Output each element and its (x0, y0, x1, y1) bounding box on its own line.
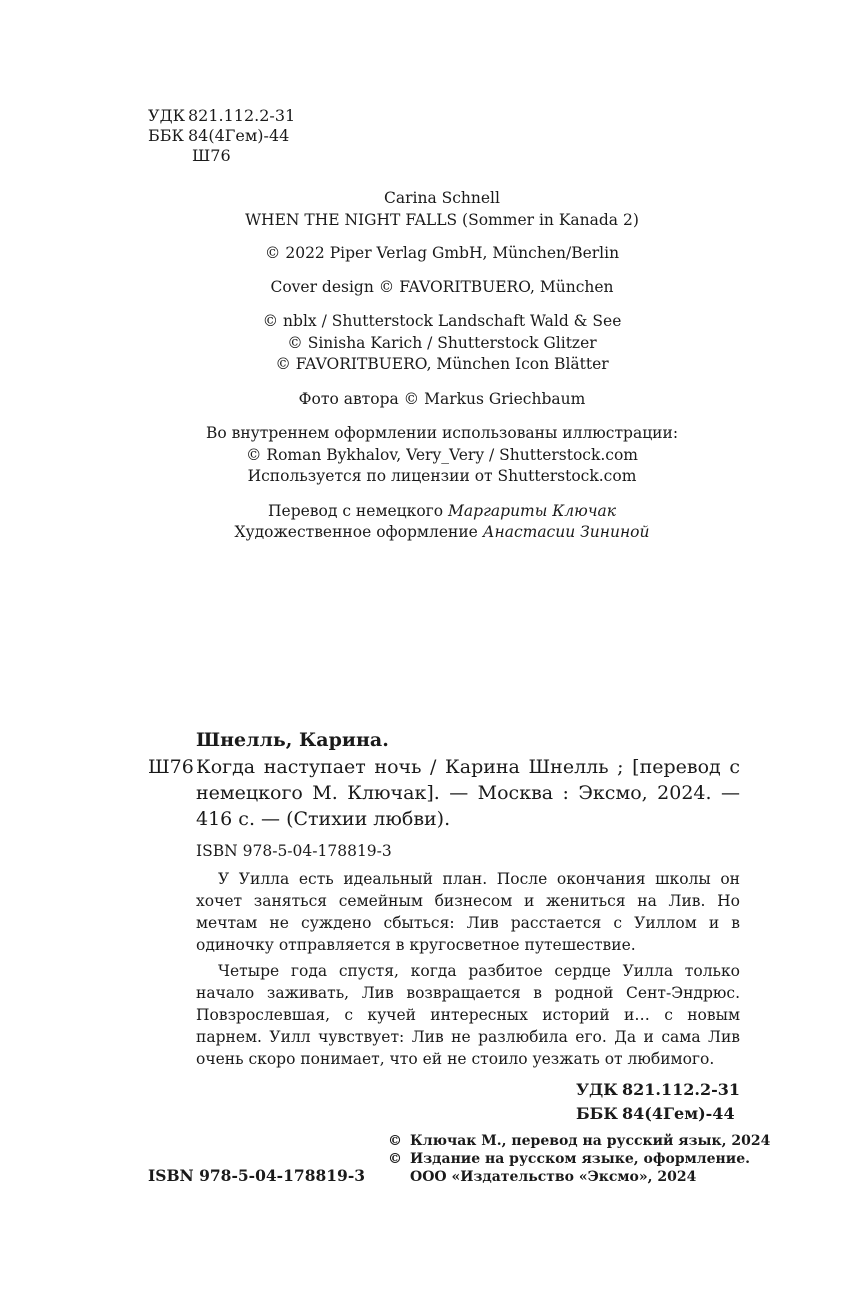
catalog-udk: УДК 821.112.2-31 (576, 1080, 740, 1099)
catalog-author-heading: Шнелль, Карина. (196, 729, 389, 751)
cover-design: Cover design © FAVORITBUERO, München (270, 277, 614, 296)
author-photo-credit: Фото автора © Markus Griechbaum (298, 389, 586, 408)
original-author: Carina Schnell (384, 189, 500, 207)
catalog-author-mark: Ш76 (148, 756, 194, 778)
illustration-credits (140, 423, 744, 488)
art-design-line: Художественное оформление Анастасии Зининой (234, 523, 650, 541)
translation-credits (140, 501, 744, 544)
bbk-line: ББК 84(4Гем)-44 (148, 126, 290, 145)
udk-line: УДК 821.112.2-31 (148, 106, 296, 125)
copyright-symbol: © (388, 1151, 402, 1167)
annotation-paragraph: Четыре года спустя, когда разбитое сердце Уилла только начало заживать, Лив возвращается в родной Сент-Эндрюс. Повзрослевшая, с кучей интересных историй и… с новым парнем. Уилл чувствует: Лив не разлюбила его. Да и сама Лив очень скоро понимает, что ей не стоило уезжать от любимого. (196, 962, 740, 1068)
edition-copyright-publisher: ООО «Издательство «Эксмо», 2024 (410, 1169, 697, 1185)
image-credits (140, 311, 744, 376)
annotation (148, 868, 740, 1070)
translation-copyright: © Ключак М., перевод на русский язык, 2024 (388, 1133, 771, 1149)
edition-copyright: © Издание на русском языке, оформление. (388, 1151, 750, 1167)
image-credit: © FAVORITBUERO, München Icon Blätter (275, 355, 609, 373)
credits-block (140, 188, 744, 556)
catalog-description-text: Когда наступает ночь / Карина Шнелль ; [перевод с немецкого М. Ключак]. — Москва : Эксмо, 2024. — 416 с. — (Стихии любви). (196, 756, 740, 830)
publisher-copyright: © 2022 Piper Verlag GmbH, München/Berlin (264, 244, 620, 262)
original-title-group (140, 188, 744, 231)
original-title: WHEN THE NIGHT FALLS (Sommer in Kanada 2) (245, 210, 639, 229)
footer-isbn: ISBN 978-5-04-178819-3 (148, 1166, 366, 1185)
catalog-codes (576, 1078, 740, 1126)
image-credit: © nblx / Shutterstock Landschaft Wald & See (262, 312, 622, 330)
illustration-line: Во внутреннем оформлении использованы иллюстрации: (205, 424, 679, 442)
illustration-line: Используется по лицензии от Shutterstock.com (247, 467, 637, 485)
catalog-card (148, 726, 740, 1126)
copyright-block (388, 1132, 770, 1186)
catalog-bbk: ББК 84(4Гем)-44 (576, 1104, 735, 1123)
author-mark: Ш76 (192, 146, 231, 165)
classification-top (148, 106, 295, 166)
translator-line: Перевод с немецкого Маргариты Ключак (268, 501, 616, 520)
catalog-description (148, 754, 740, 832)
illustration-line: © Roman Bykhalov, Very_Very / Shutterstock.com (246, 445, 638, 464)
annotation-paragraph: У Уилла есть идеальный план. После окончания школы он хочет заняться семейным бизнесом и жениться на Лив. Но мечтам не суждено сбыться: Лив расстается с Уиллом и в одиночку отправляется в кругосветное путешествие. (196, 870, 740, 954)
image-credit: © Sinisha Karich / Shutterstock Glitzer (287, 333, 597, 352)
catalog-isbn: ISBN 978-5-04-178819-3 (196, 842, 392, 860)
